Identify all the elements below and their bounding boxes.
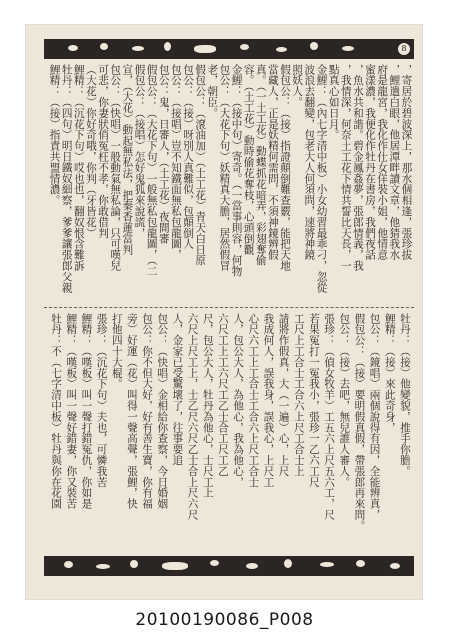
text-column: 假包公：（接）指證顛倒難查覈，能把天地 — [279, 64, 292, 272]
text-column: 人，金家已受驚壞了，往事要追 — [171, 313, 184, 466]
text-column: 府是龍宮，我化作仕女佯裝小姐，他情意 — [376, 64, 389, 261]
text-column: 當藏人，正是妖精何需問，不須神鏡辨假 — [266, 64, 279, 261]
text-column: 假包公：（接）要明假真假，帶張郎再來問。 — [353, 313, 366, 531]
text-column: 包公：你不但大好，好有善生寶，你有福 — [141, 313, 154, 510]
text-column: 心尺六工上工合士工合六上尺工合士 — [247, 313, 260, 488]
text-column: 波浪去翻變，包老大人何須問，速將神鏡 — [303, 64, 316, 261]
text-column: 鯉精：（嘆板）叫一聲打錯冤仇，你如是 — [80, 313, 93, 510]
text-column: 六尺工上工六尺工乙士合工尺工乙 — [216, 313, 229, 477]
text-column: 鯉精：（接）來此奇身， — [383, 313, 396, 433]
text-column: 六尺上尺工上，士乙尺六尺乙士合上尺六尺 — [186, 313, 199, 521]
text-column: 假包公：（接唱）怎好鬼狐來說謊， — [133, 64, 146, 239]
text-column: ，鯉遣白眼，他居潭畔讀文章，他猜我水 — [388, 64, 401, 261]
text-column: 人，包公大人，為他心，我為他心， — [232, 313, 245, 488]
text-column: 金鯉：（內七字清中板）小女幼習最乖刁，忽從 — [315, 64, 328, 293]
text-column: 請將作假真，大（一遍）心，上尺 — [277, 313, 290, 477]
text-column: 我成何人，誤我身，誤我心，上尺工 — [262, 313, 275, 488]
text-column: 旁）好運（花）叫得一聲高聲，張鯉，快 — [125, 313, 138, 510]
text-column: ，我情深，何奈土工花下情共誓比天長，一 — [339, 64, 352, 272]
text-column: 老，朝臣。 — [206, 64, 219, 119]
text-column: 包公：（快唱）金相給你查察，今日婚姻 — [156, 313, 169, 510]
text-column: 張珍：（沉花下句）夫也，可憐我苦 — [95, 313, 108, 488]
bottom-decorative-band — [44, 556, 414, 576]
text-column: 包公：（鏡唱）兩個說得有因，全能辨真， — [368, 313, 381, 521]
text-column: 鯉精：（沉花下句）哎也也，翻奴恨含難訴 — [72, 64, 85, 272]
text-column: 鯉精：（嘆板）叫一聲好錯妻，你又裝苦 — [65, 313, 78, 510]
text-column: 容。（土工花）動時偷花奪枝，心頭倒觀 — [242, 64, 255, 255]
text-column: 包公：（接）呀別人真難似，包顛倒人 — [182, 64, 195, 250]
text-column: 蜜漾濃，我便化作牡丹在書房，我們夜話 — [364, 64, 377, 261]
text-column: 可悲，你妻狀俏冤枉不孝，你敢借判 — [97, 64, 110, 239]
text-column: 宣，（大花）動起無私法，把秦香蓮當判 — [121, 64, 134, 255]
text-column: 點真心如日月。 — [327, 64, 340, 141]
text-column: 若果冤打一冤我小，張珍一乙六工尺 — [307, 313, 320, 488]
text-column: 包公：鬼，日審人，（土工花）夜間審 — [157, 64, 170, 244]
text-column: 假包公：（大花下句）一般無私包龍圖，（二 — [145, 64, 158, 277]
text-column: 張珍：（偵女牧羊）工五六上尺五六工，尺 — [323, 313, 336, 521]
text-column: 牡丹：（接）他變貌，推手你膽。 — [398, 313, 411, 477]
text-column: 照妖人。 — [291, 64, 304, 108]
text-column: 牡丹：不（七字清中板）牡丹與你在花園 — [50, 313, 63, 510]
image-caption: 20100190086_P008 — [135, 610, 314, 630]
text-column: ，寄居於碧波深上，那水個相逢，張珍拔 — [400, 64, 413, 261]
text-column: 工尺上工合士工合六上尺工合士上 — [292, 313, 305, 477]
section-divider — [44, 307, 414, 308]
text-column: 打他四十大棍。 — [110, 313, 123, 390]
top-decorative-band — [44, 39, 414, 59]
text-column: （大花）你好奇哦，你判（牙皆花） — [84, 64, 97, 239]
text-column: 真。（一土工花）動蝶抓花暗弄，彩翅奪偷 — [254, 64, 267, 266]
text-column: 鯉精：（接）指責共盟情濃。 — [48, 64, 61, 206]
text-column: 包公：（大花下句）妖精真大膽，居然假冒 — [218, 64, 231, 272]
text-column: ，魚水共和諧。碧金鳳姦夢，張郎情義，我 — [351, 64, 364, 272]
text-column: 包公：（接）去吧，無兒誰人審人。 — [338, 313, 351, 488]
page-number: 8 — [398, 43, 410, 55]
text-column: 假包公：（滾油加）（土工花）青天白日原 — [194, 64, 207, 266]
text-column: 牡丹：（四句）明日鐵奴細察，爹爹讓張郎父親 — [60, 64, 73, 293]
text-column: 包公：（接唱）豈不知鐵面無私包龍圖， — [169, 64, 182, 261]
text-column: 金鯉：（接中句）寄奇。（一當事則容，何物 — [230, 64, 243, 277]
text-column: 尺，包公大人，牡丹為他心，士尺工上 — [201, 313, 214, 499]
text-column: 包公：（快唱）一般動氣無私論，只可嘆兒 — [109, 64, 122, 272]
